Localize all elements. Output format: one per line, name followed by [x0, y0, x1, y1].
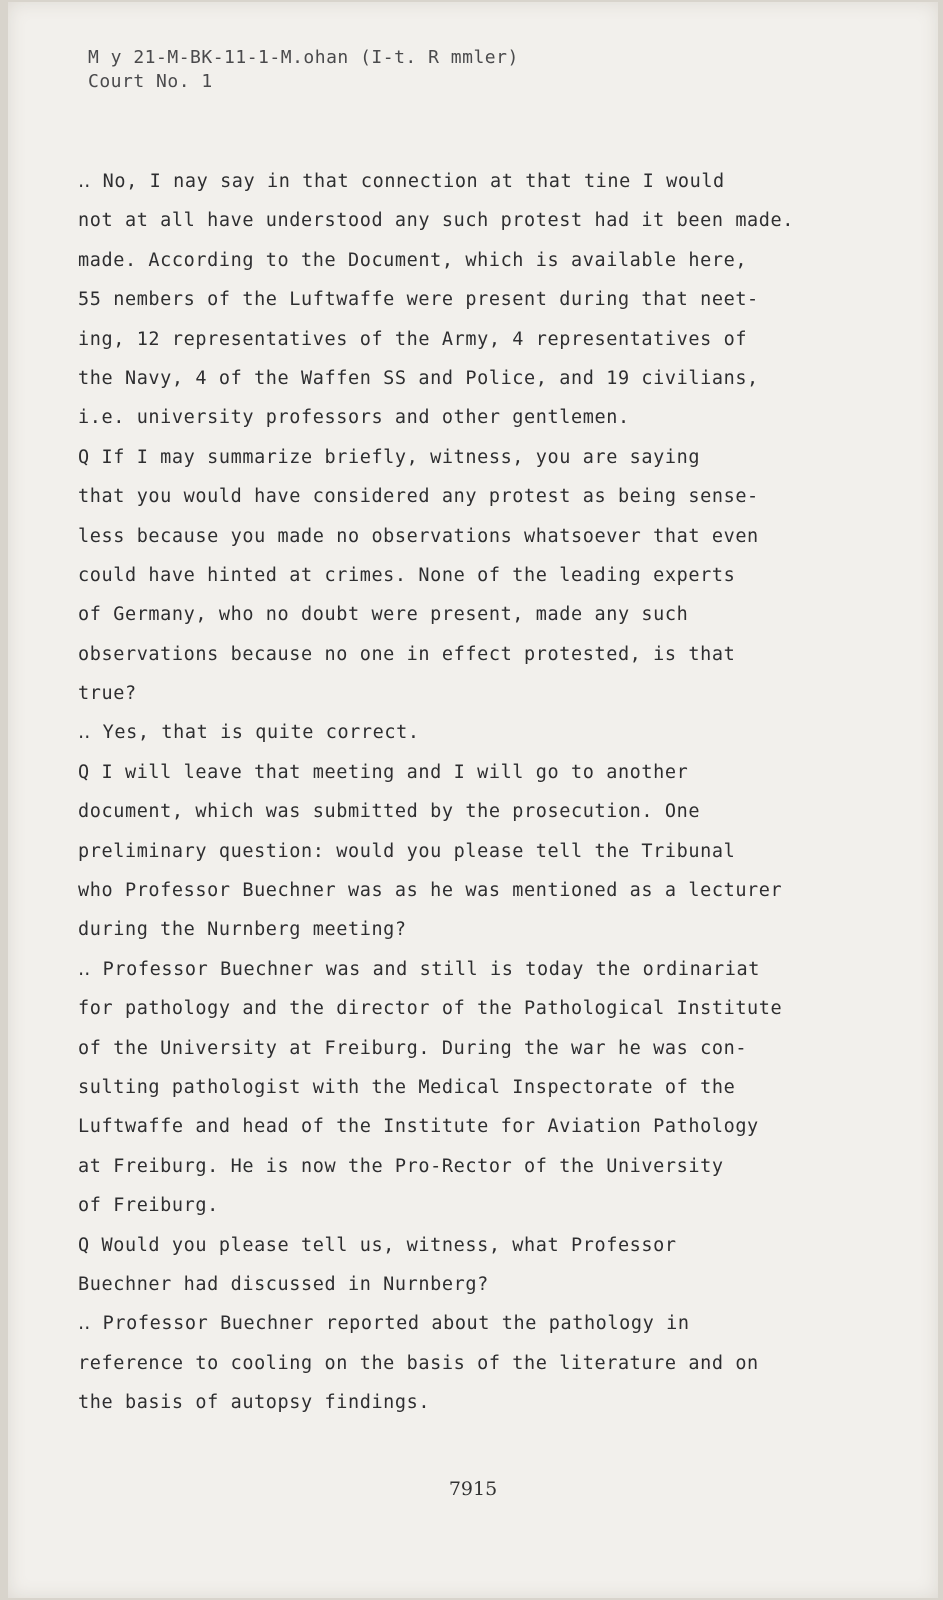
transcript-line: true?: [78, 683, 137, 705]
transcript-line: the Navy, 4 of the Waffen SS and Police, and 19 civilians,: [78, 367, 759, 389]
transcript-line: not at all have understood any such protest had it been made.: [78, 210, 795, 232]
transcript-line: made. According to the Document, which is available here,: [78, 249, 748, 271]
transcript-line: of Freiburg.: [78, 1195, 219, 1217]
transcript-line: ‥ Yes, that is quite correct.: [78, 722, 420, 744]
transcript-line: preliminary question: would you please tell the Tribunal: [78, 840, 736, 862]
transcript-body: [78, 162, 858, 1423]
transcript-line: Q Would you please tell us, witness, what Professor: [78, 1234, 677, 1256]
document-page: [8, 2, 938, 1598]
transcript-line: ‥ Professor Buechner was and still is today the ordinariat: [78, 958, 761, 980]
page-number: 7915: [448, 1478, 498, 1500]
transcript-line: ‥ No, I nay say in that connection at that tine I would: [78, 171, 725, 192]
header-case-line: M y 21-M-BK-11-1-M.ohan (I-t. R mmler): [88, 47, 519, 68]
transcript-paragraph: [78, 1304, 858, 1422]
transcript-line: at Freiburg. He is now the Pro-Rector of the University: [78, 1155, 724, 1177]
transcript-line: who Professor Buechner was as he was mentioned as a lecturer: [78, 880, 783, 902]
transcript-line: the basis of autopsy findings.: [78, 1392, 431, 1414]
document-header: [88, 46, 519, 94]
transcript-line: of Germany, who no doubt were present, made any such: [78, 604, 689, 626]
transcript-line: i.e. university professors and other gentlemen.: [78, 407, 630, 429]
transcript-line: during the Nurnberg meeting?: [78, 919, 407, 941]
transcript-paragraph: [78, 1226, 858, 1305]
transcript-paragraph: [78, 438, 858, 714]
transcript-line: for pathology and the director of the Pathological Institute: [78, 998, 783, 1020]
transcript-line: Q If I may summarize briefly, witness, you are saying: [78, 446, 701, 468]
transcript-line: document, which was submitted by the prosecution. One: [78, 801, 701, 823]
transcript-line: less because you made no observations whatsoever that even: [78, 525, 759, 547]
transcript-paragraph: [78, 713, 858, 752]
transcript-line: observations because no one in effect protested, is that: [78, 643, 736, 665]
transcript-paragraph: [78, 162, 858, 438]
transcript-paragraph: [78, 753, 858, 950]
header-court-line: Court No. 1: [88, 71, 213, 92]
transcript-line: Luftwaffe and head of the Institute for Aviation Pathology: [78, 1116, 759, 1138]
transcript-line: reference to cooling on the basis of the literature and on: [78, 1352, 759, 1374]
transcript-line: ing, 12 representatives of the Army, 4 representatives of: [78, 328, 748, 350]
transcript-line: sulting pathologist with the Medical Inspectorate of the: [78, 1076, 736, 1098]
transcript-line: could have hinted at crimes. None of the leading experts: [78, 564, 736, 586]
transcript-line: Buechner had discussed in Nurnberg?: [78, 1273, 489, 1295]
transcript-line: that you would have considered any protest as being sense-: [78, 486, 759, 508]
transcript-line: Q I will leave that meeting and I will go to another: [78, 761, 689, 783]
transcript-paragraph: [78, 950, 858, 1226]
transcript-line: ‥ Professor Buechner reported about the pathology in: [78, 1313, 690, 1335]
transcript-line: 55 nembers of the Luftwaffe were present during that neet-: [78, 289, 759, 311]
transcript-line: of the University at Freiburg. During the war he was con-: [78, 1037, 748, 1059]
